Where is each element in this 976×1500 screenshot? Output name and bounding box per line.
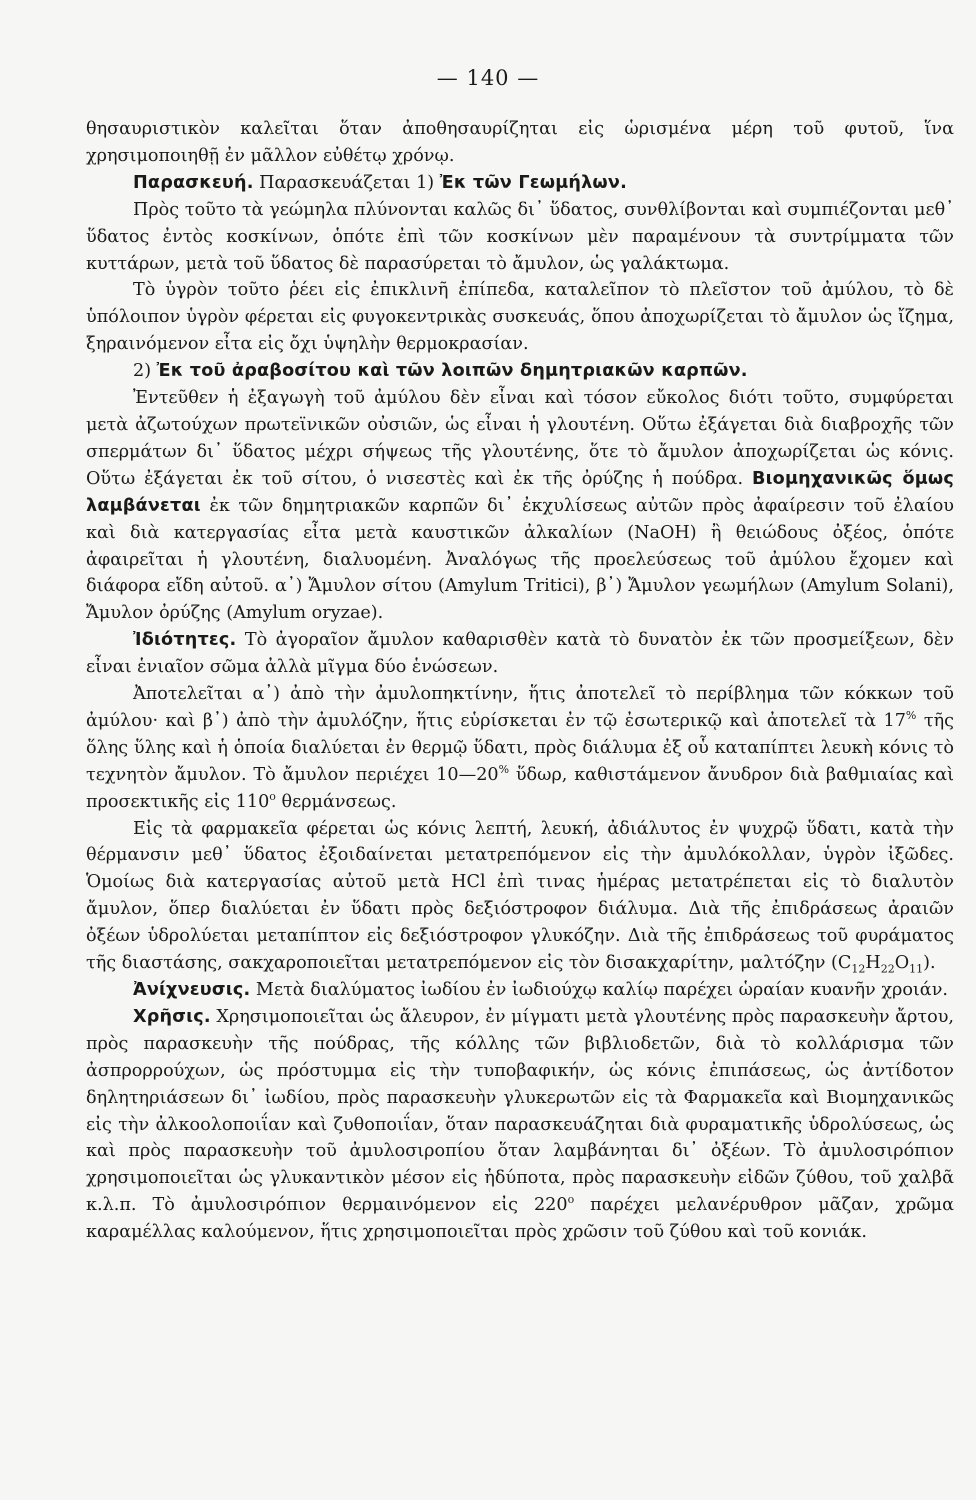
paragraph-centrifuge: Τὸ ὑγρὸν τοῦτο ῥέει εἰς ἐπικλινῆ ἐπίπεδα, καταλεῖπον τὸ πλεῖστον τοῦ ἀμύλου, τὸ δὲ ὑπόλοιπον ὑγρὸν φέρεται εἰς φυγοκεντρικὰς συσκευάς, ὅπου ἀποχωρίζεται τὸ ἄμυλον ὡς ἴζημα, ξηραινόμενον εἶτα εἰς ὄχι ὑψηλὴν θερμοκρασίαν. bbox=[86, 280, 954, 355]
heading-uses: Χρῆσις. bbox=[133, 1006, 211, 1027]
body-text bbox=[86, 116, 954, 1246]
paragraph-preparation: Παρασκευή. Παρασκευάζεται 1) Ἐκ τῶν Γεωμήλων. bbox=[133, 172, 627, 193]
subheading-from-potatoes: Ἐκ τῶν Γεωμήλων. bbox=[439, 172, 627, 193]
heading-industrial: Βιομηχανικῶς ὅμως λαμβάνεται bbox=[86, 468, 954, 516]
paragraph-potato-process: Πρὸς τοῦτο τὰ γεώμηλα πλύνονται καλῶς δι᾿ ὕδατος, συνθλίβονται καὶ συμπιέζονται μεθ᾿ ὕδατος ἐντὸς κοσκίνων, ὁπότε ἐπὶ τῶν κοσκίνων μὲν παραμένουν τὰ συντρίμματα τῶν κυττάρων, μετὰ τοῦ ὕδατος δὲ παρασύρεται τὸ ἄμυλον, ὡς γαλάκτωμα. bbox=[86, 199, 954, 274]
paragraph-storage-starch: θησαυριστικὸν καλεῖται ὅταν ἀποθησαυρίζηται εἰς ὡρισμένα μέρη τοῦ φυτοῦ, ἵνα χρησιμοποιηθῇ ἐν μᾶλλον εὐθέτῳ χρόνῳ. bbox=[86, 119, 954, 166]
paragraph-cereals: Ἐντεῦθεν ἡ ἐξαγωγὴ τοῦ ἀμύλου δὲν εἶναι καὶ τόσον εὔκολος διότι τοῦτο, συμφύρεται μετὰ ἀζωτούχων πρωτεϊνικῶν οὐσιῶν, ὡς εἶναι ἡ γλουτένη. Οὕτω ἐξάγεται διὰ διαβροχῆς τῶν σπερμάτων δι᾿ ὕδατος μέχρι σήψεως τῆς γλουτένης, ὅτε τὸ ἄμυλον ἀποχωρίζεται ὡς κόνις. Οὕτω ἐξάγεται ἐκ τοῦ σίτου, ὁ νισεστὲς καὶ ἐκ τῆς ὀρύζης ἡ πούδρα. Βιομηχανικῶς ὅμως λαμβάνεται ἐκ τῶν δημητριακῶν καρπῶν δι᾿ ἐκχυλίσεως αὐτῶν πρὸς ἀφαίρεσιν τοῦ ἐλαίου καὶ διὰ κατεργασίας εἶτα μετὰ καυστικῶν ἀλκαλίων (NaOH) ἢ θειώδους ὀξέος, ὁπότε ἀφαιρεῖται ἡ γλουτένη, διαλυομένη. Ἀναλόγως τῆς προελεύσεως τοῦ ἀμύλου ἔχομεν καὶ διάφορα εἴδη αὐτοῦ. α᾿) Ἄμυλον σίτου (Amylum Tritici), β᾿) Ἄμυλον γεωμήλων (Amylum Solani), Ἄμυλον ὀρύζης (Amylum oryzae). bbox=[86, 388, 954, 624]
heading-detection: Ἀνίχνευσις. bbox=[133, 980, 251, 1000]
heading-properties: Ἰδιότητες. bbox=[133, 630, 237, 651]
subheading-from-maize: Ἐκ τοῦ ἀραβοσίτου καὶ τῶν λοιπῶν δημητριακῶν καρπῶν. bbox=[156, 361, 748, 382]
paragraph-detection: Ἀνίχνευσις. Μετὰ διαλύματος ἰωδίου ἐν ἰωδιούχῳ καλίῳ παρέχει ὡραίαν κυανῆν χροιάν. bbox=[133, 980, 948, 1000]
paragraph-uses: Χρῆσις. Χρησιμοποιεῖται ὡς ἄλευρον, ἐν μίγματι μετὰ γλουτένης πρὸς παρασκευὴν ἄρτου, πρὸς παρασκευὴν τῆς πούδρας, τῆς κόλλης τῶν βιβλιοδετῶν, διὰ τὸ κολλάρισμα τῶν ἀσπρορρούχων, ὡς πρόστυμμα εἰς τὴν τυποβαφικήν, ὡς κόνις ἐπιπάσεως, ὡς ἀντίδοτον δηλητηριάσεων δι᾿ ἰωδίου, πρὸς παρασκευὴν γλυκερωτῶν εἰς τὰ Φαρμακεῖα καὶ Βιομηχανικῶς εἰς τὴν ἀλκοολοποιΐαν καὶ ζυθοποιΐαν, ὅταν παρασκευάζηται διὰ φυραματικῆς ὑδρολύσεως, ὡς καὶ πρὸς παρασκευὴν τοῦ ἀμυλοσιροπίου ὅταν λαμβάνηται δι᾿ ὀξέων. Τὸ ἀμυλοσιρόπιον χρησιμοποιεῖται ὡς γλυκαντικὸν μέσον εἰς ἡδύποτα, πρὸς παρασκευὴν εἰδῶν ζύθου, τοῦ χαλβᾶ κ.λ.π. Τὸ ἀμυλοσιρόπιον θερμαινόμενον εἰς 220$^o$ παρέχει μελανέρυθρον μᾶζαν, χρῶμα καραμέλλας καλούμενον, ἥτις χρησιμοποιεῖται πρὸς χρῶσιν τοῦ ζύθου καὶ τοῦ κονιάκ. bbox=[86, 1006, 954, 1243]
paragraph-cereals-heading: 2) Ἐκ τοῦ ἀραβοσίτου καὶ τῶν λοιπῶν δημητριακῶν καρπῶν. bbox=[133, 361, 748, 382]
page-number: — 140 — bbox=[436, 66, 540, 90]
paragraph-pharmacy: Εἰς τὰ φαρμακεῖα φέρεται ὡς κόνις λεπτή, λευκή, ἀδιάλυτος ἐν ψυχρῷ ὕδατι, κατὰ τὴν θέρμανσιν μεθ᾿ ὕδατος ἐξοιδαίνεται μετατρεπόμενον εἰς τὴν ἀμυλόκολλαν, ὑγρὸν ἰξῶδες. Ὁμοίως διὰ κατεργασίας αὐτοῦ μετὰ HCl ἐπὶ τινας ἡμέρας μετατρέπεται εἰς τὸ διαλυτὸν ἄμυλον, ὅπερ διαλύεται ἐν ὕδατι πρὸς δεξιόστροφον διάλυμα. Διὰ τῆς ἐπιδράσεως ἀραιῶν ὀξέων ὑδρολύεται μεταπίπτον εἰς δεξιόστροφον γλυκόζην. Διὰ τῆς ἐπιδράσεως τοῦ φυράματος τῆς διαστάσης, σακχαροποιεῖται μετατρεπόμενον εἰς τὸν δισακχαρίτην, μαλτόζην $(C_{12}H_{22}O_{11})$. bbox=[86, 818, 954, 976]
paragraph-properties: Ἰδιότητες. Τὸ ἀγοραῖον ἄμυλον καθαρισθὲν κατὰ τὸ δυνατὸν ἐκ τῶν προσμείξεων, δὲν εἶναι ἑνιαῖον σῶμα ἀλλὰ μῖγμα δύο ἑνώσεων. bbox=[86, 630, 954, 678]
paragraph-composition: Ἀποτελεῖται α᾿) ἀπὸ τὴν ἀμυλοπηκτίνην, ἥτις ἀποτελεῖ τὸ περίβλημα τῶν κόκκων τοῦ ἀμύλου· καὶ β᾿) ἀπὸ τὴν ἀμυλόζην, ἥτις εὑρίσκεται ἐν τῷ ἐσωτερικῷ καὶ ἀποτελεῖ τὰ 17% τῆς ὅλης ὕλης καὶ ἡ ὁποία διαλύεται ἐν θερμῷ ὕδατι, πρὸς διάλυμα ἐξ οὗ καταπίπτει λευκὴ κόνις τὸ τεχνητὸν ἄμυλον. Τὸ ἄμυλον περιέχει 10—20% ὕδωρ, καθιστάμενον ἄνυδρον διὰ βαθμιαίας καὶ προσεκτικῆς εἰς 110$^o$ θερμάνσεως. bbox=[86, 684, 954, 812]
heading-preparation: Παρασκευή. bbox=[133, 172, 254, 193]
